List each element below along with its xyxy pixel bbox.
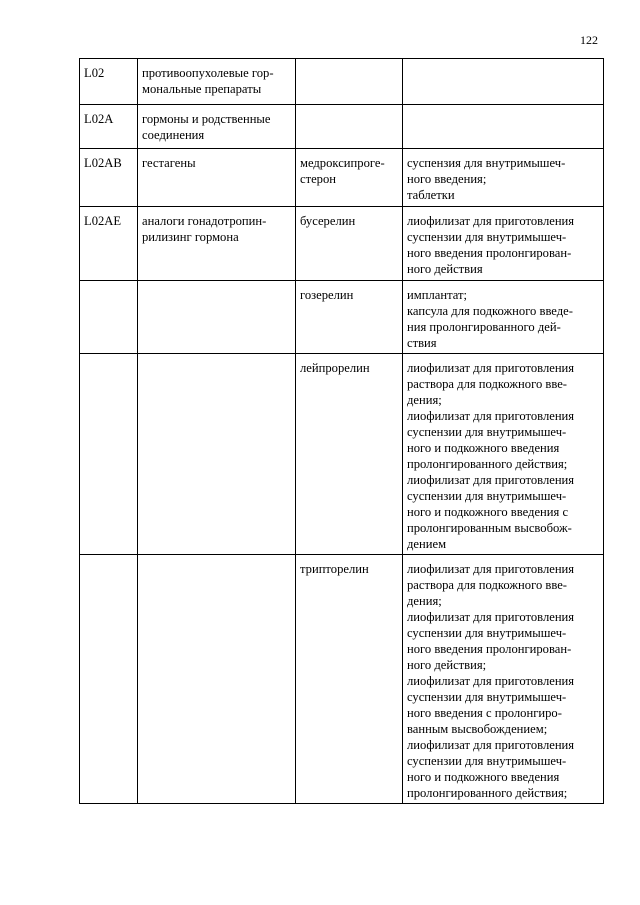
atc-code-cell (80, 105, 138, 149)
forms-cell (403, 281, 604, 354)
drug-cell (296, 555, 403, 804)
table-row (80, 281, 604, 354)
forms-cell (403, 149, 604, 207)
table-row (80, 207, 604, 281)
group-cell (138, 149, 296, 207)
atc-code-cell (80, 59, 138, 105)
atc-code-cell (80, 207, 138, 281)
drug-cell (296, 281, 403, 354)
forms-cell (403, 354, 604, 555)
drug-name: лейпрорелин (300, 361, 370, 375)
drug-name: гозерелин (300, 288, 354, 302)
atc-code: L02A (84, 112, 114, 126)
dosage-form: капсула для подкожного введе- ния пролонгированного дей- ствия (407, 304, 573, 350)
atc-code-cell (80, 354, 138, 555)
atc-code: L02 (84, 66, 105, 80)
group-cell (138, 207, 296, 281)
drug-name: медроксипроге- стерон (300, 156, 385, 186)
dosage-form: лиофилизат для приготовления суспензии для внутримышеч- ного введения пролонгирован- ного действия; (407, 610, 575, 672)
dosage-form: таблетки (407, 188, 455, 202)
group-cell (138, 281, 296, 354)
group-name: гормоны и родственные соединения (142, 112, 271, 142)
atc-code: L02AE (84, 214, 122, 228)
dosage-form: лиофилизат для приготовления суспензии для внутримышеч- ного введения с пролонгиро- ванным высвобождением; (407, 674, 575, 736)
dosage-form: лиофилизат для приготовления суспензии для внутримышеч- ного и подкожного введения с пролонгированным высвобож- дением (407, 473, 575, 551)
table-row (80, 149, 604, 207)
dosage-form: лиофилизат для приготовления раствора для подкожного вве- дения; (407, 562, 575, 608)
dosage-form: имплантат; (407, 288, 467, 302)
table-row (80, 105, 604, 149)
table-row (80, 555, 604, 804)
drug-cell (296, 59, 403, 105)
group-cell (138, 555, 296, 804)
dosage-form: лиофилизат для приготовления раствора для подкожного вве- дения; (407, 361, 575, 407)
atc-code-cell (80, 281, 138, 354)
page-number: 122 (580, 33, 598, 47)
group-name: аналоги гонадотропин- рилизинг гормона (142, 214, 267, 244)
group-cell (138, 354, 296, 555)
drug-name: трипторелин (300, 562, 369, 576)
atc-code-cell (80, 555, 138, 804)
drug-cell (296, 354, 403, 555)
dosage-form: лиофилизат для приготовления суспензии для внутримышеч- ного и подкожного введения пролонгированного действия; (407, 738, 575, 800)
group-name: гестагены (142, 156, 196, 170)
atc-code: L02AB (84, 156, 122, 170)
table-row (80, 59, 604, 105)
dosage-form: суспензия для внутримышеч- ного введения; (407, 156, 566, 186)
atc-code-cell (80, 149, 138, 207)
drug-cell (296, 207, 403, 281)
forms-cell (403, 105, 604, 149)
group-cell (138, 59, 296, 105)
dosage-form: лиофилизат для приготовления суспензии для внутримышеч- ного введения пролонгирован- ного действия (407, 214, 575, 276)
drug-name: бусерелин (300, 214, 356, 228)
dosage-form: лиофилизат для приготовления суспензии для внутримышеч- ного и подкожного введения пролонгированного действия; (407, 409, 575, 471)
table-row (80, 354, 604, 555)
forms-cell (403, 555, 604, 804)
drug-cell (296, 149, 403, 207)
forms-cell (403, 207, 604, 281)
group-cell (138, 105, 296, 149)
drug-cell (296, 105, 403, 149)
drug-classification-table (79, 58, 604, 804)
forms-cell (403, 59, 604, 105)
group-name: противоопухолевые гор- мональные препараты (142, 66, 274, 96)
